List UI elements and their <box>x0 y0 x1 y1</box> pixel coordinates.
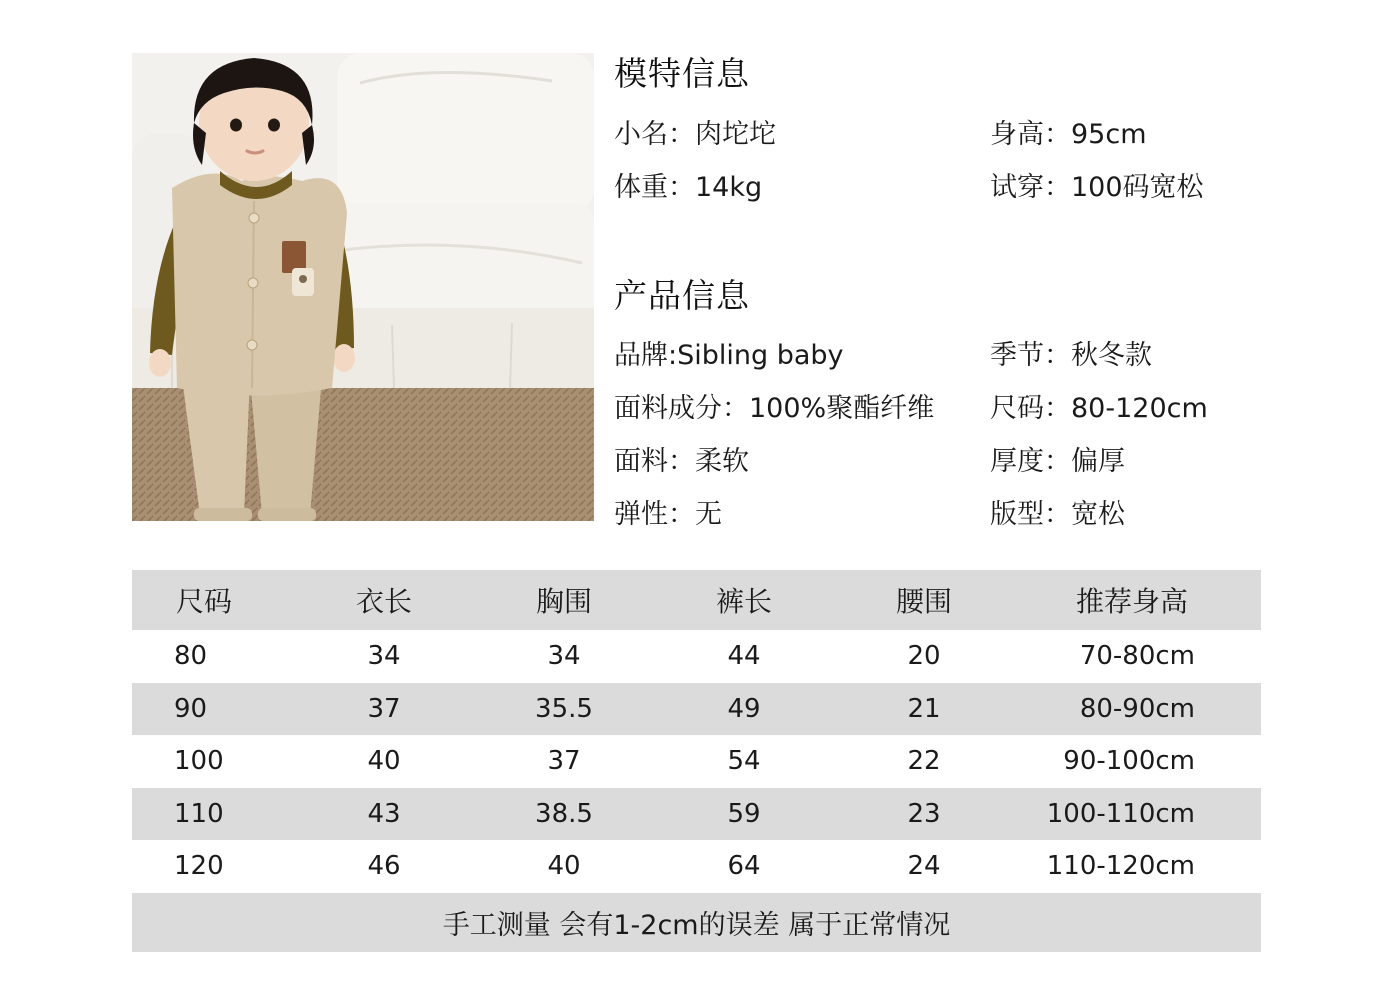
cell-size: 100 <box>174 746 224 777</box>
header-chest: 胸围 <box>535 585 592 618</box>
cell-length: 43 <box>367 798 401 829</box>
model-info-title: 模特信息 <box>614 54 750 93</box>
cell-chest: 38.5 <box>535 798 593 829</box>
cell-waist: 21 <box>907 693 941 724</box>
product-info-title: 产品信息 <box>614 276 750 315</box>
cell-size: 90 <box>174 693 208 724</box>
table-row <box>132 788 1261 841</box>
product-season-label: 季节： <box>990 340 1071 371</box>
cell-waist: 23 <box>907 798 941 829</box>
cell-length: 37 <box>367 693 401 724</box>
product-season <box>990 333 1152 372</box>
cell-chest: 37 <box>547 746 581 777</box>
product-thickness <box>990 439 1125 478</box>
model-height-label: 身高： <box>990 119 1071 150</box>
model-height-value: 95cm <box>1071 119 1147 150</box>
product-composition <box>614 386 934 425</box>
cell-waist: 20 <box>907 641 941 672</box>
model-tryon-value: 100码宽松 <box>1071 172 1204 203</box>
product-size-range-value: 80-120cm <box>1071 393 1208 424</box>
product-fit-value: 宽松 <box>1071 499 1125 530</box>
header-length: 衣长 <box>355 585 412 618</box>
cell-chest: 34 <box>547 641 581 672</box>
product-brand-value: Sibling baby <box>677 340 844 371</box>
cell-chest: 40 <box>547 851 581 882</box>
model-tryon-label: 试穿： <box>990 172 1071 203</box>
cell-size: 80 <box>174 641 208 672</box>
measurement-note: 手工测量 会有1-2cm的误差 属于正常情况 <box>132 893 1261 952</box>
size-table <box>132 570 1261 952</box>
product-elasticity-value: 无 <box>695 499 722 530</box>
cell-pants-length: 44 <box>727 641 761 672</box>
cell-pants-length: 59 <box>727 798 761 829</box>
cell-waist: 22 <box>907 746 941 777</box>
product-fabric-value: 柔软 <box>695 446 749 477</box>
header-waist: 腰围 <box>895 585 952 618</box>
header-recommended-height: 推荐身高 <box>1075 585 1188 618</box>
cell-size: 120 <box>174 851 224 882</box>
table-row <box>132 735 1261 788</box>
product-size-range-label: 尺码： <box>990 393 1071 424</box>
product-brand-label: 品牌: <box>614 340 678 371</box>
model-height <box>990 112 1147 151</box>
cell-pants-length: 49 <box>727 693 761 724</box>
model-weight-label: 体重： <box>614 172 695 203</box>
cell-chest: 35.5 <box>535 693 593 724</box>
product-composition-label: 面料成分： <box>614 393 749 424</box>
model-nickname-value: 肉坨坨 <box>695 119 776 150</box>
model-nickname-label: 小名： <box>614 119 695 150</box>
table-row <box>132 683 1261 736</box>
product-elasticity-label: 弹性： <box>614 499 695 530</box>
header-pants-length: 裤长 <box>715 585 772 618</box>
cell-size: 110 <box>174 798 224 829</box>
product-fabric <box>614 439 749 478</box>
product-composition-value: 100%聚酯纤维 <box>749 393 935 424</box>
product-thickness-value: 偏厚 <box>1071 446 1125 477</box>
product-size-range <box>990 386 1208 425</box>
model-photo <box>132 53 594 521</box>
cell-pants-length: 54 <box>727 746 761 777</box>
product-brand <box>614 333 844 372</box>
cell-length: 40 <box>367 746 401 777</box>
cell-recommended-height: 80-90cm <box>1079 693 1195 724</box>
header-size: 尺码 <box>175 585 232 618</box>
cell-length: 46 <box>367 851 401 882</box>
cell-waist: 24 <box>907 851 941 882</box>
size-table-header <box>132 570 1261 630</box>
product-elasticity <box>614 492 722 531</box>
cell-recommended-height: 70-80cm <box>1079 641 1195 672</box>
cell-pants-length: 64 <box>727 851 761 882</box>
cell-length: 34 <box>367 641 401 672</box>
product-thickness-label: 厚度： <box>990 446 1071 477</box>
model-nickname <box>614 112 776 151</box>
product-fit <box>990 492 1125 531</box>
table-row <box>132 630 1261 683</box>
product-fabric-label: 面料： <box>614 446 695 477</box>
table-row <box>132 840 1261 893</box>
product-fit-label: 版型： <box>990 499 1071 530</box>
cell-recommended-height: 110-120cm <box>1046 851 1195 882</box>
product-season-value: 秋冬款 <box>1071 340 1152 371</box>
model-weight <box>614 165 762 204</box>
model-weight-value: 14kg <box>695 172 763 203</box>
cell-recommended-height: 100-110cm <box>1046 798 1195 829</box>
model-tryon <box>990 165 1204 204</box>
cell-recommended-height: 90-100cm <box>1063 746 1195 777</box>
